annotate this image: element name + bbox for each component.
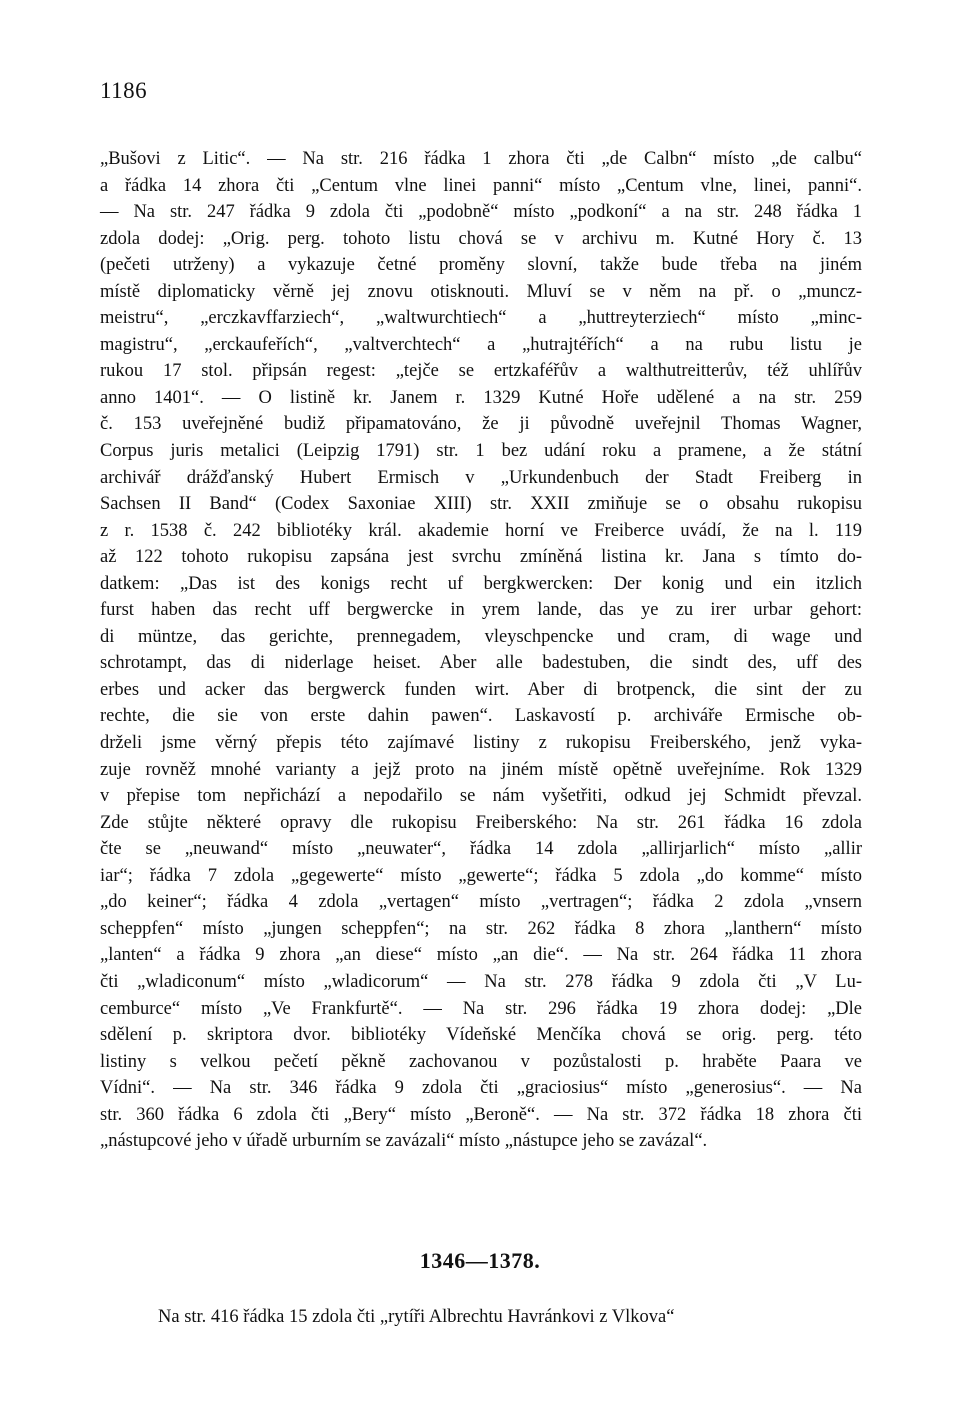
text-line: sdělení p. skriptora dvor. bibliotéky Vídeňské Menčíka chová se orig. perg. této — [100, 1025, 862, 1046]
text-line: „lanten“ a řádka 9 zhora „an diese“ místo „an die“. — Na str. 264 řádka 11 zhora — [100, 945, 862, 966]
text-line: Corpus juris metalici (Leipzig 1791) str. 1 bez udání roku a pramene, a že státní — [100, 441, 862, 462]
text-line: drželi jsme věrný přepis této zajímavé listiny z rukopisu Freiberského, jenž vyka- — [100, 733, 862, 754]
text-line: zdola dodej: „Orig. perg. tohoto listu chová se v archivu m. Kutné Hory č. 13 — [100, 228, 862, 249]
text-line: schrotampt, das di niderlage heiset. Aber alle badestuben, die sindt des, uff des — [100, 653, 862, 674]
text-line: čte se „neuwand“ místo „neuwater“, řádka 14 zdola „allirjarlich“ místo „allir — [100, 839, 862, 860]
section-heading: 1346—1378. — [419, 1248, 541, 1273]
page-number: 1186 — [100, 78, 148, 103]
text-line: rukou 17 stol. připsán regest: „tejče se ertzkaféřův a walthutreitterův, též uhlířův — [100, 361, 862, 382]
text-line: scheppfen“ místo „jungen scheppfen“; na str. 262 řádka 8 zhora „lanthern“ místo — [100, 918, 862, 939]
text-line: č. 153 uveřejněné budiž připamatováno, že ji původně uveřejnil Thomas Wagner, — [100, 414, 862, 435]
text-line: datkem: „Das ist des konigs recht uf bergkwercken: Der konig und ein itzlich — [100, 573, 862, 594]
text-line: iar“; řádka 7 zdola „gegewerte“ místo „gewerte“; řádka 5 zdola „do komme“ místo — [100, 865, 862, 886]
text-line: anno 1401“. — O listině kr. Janem r. 1329 Kutné Hoře udělené a na str. 259 — [100, 387, 862, 408]
text-line: erbes und acker das bergwerck funden wirt. Aber di brotpenck, die sint der zu — [100, 679, 862, 700]
text-line: z r. 1538 č. 242 bibliotéky král. akademie horní ve Freiberce uvádí, že na l. 119 — [100, 520, 862, 541]
text-line: místě diplomaticky věrně jej znovu otisknouti. Mluví se v něm na př. o „muncz- — [100, 281, 862, 302]
text-line: — Na str. 247 řádka 9 zdola čti „podobně“ místo „podkoní“ a na str. 248 řádka 1 — [100, 202, 862, 223]
text-line: a řádka 14 zhora čti „Centum vlne linei panni“ místo „Centum vlne, linei, panni“. — [100, 175, 862, 196]
text-line: listiny s velkou pečetí pěkně zachovanou v pozůstalosti p. hraběte Paara ve — [100, 1051, 862, 1072]
body-text — [100, 146, 862, 1155]
text-line: Vídni“. — Na str. 346 řádka 9 zdola čti „graciosius“ místo „generosius“. — Na — [100, 1078, 862, 1099]
text-line: magistru“, „erckaufeřích“, „valtverchtech“ a „hutrajtéřích“ a na rubu listu je — [100, 334, 862, 355]
text-line: (pečeti utrženy) a vykazuje četné proměny slovní, takže bude třeba na jiném — [100, 255, 862, 276]
text-line: „nástupcové jeho v úřadě urburním se zavázali“ místo „nástupce jeho se zavázal“. — [100, 1131, 708, 1152]
text-line: di müntze, das gerichte, prennegadem, vleyschpencke und cram, di wage und — [100, 626, 862, 647]
text-line: archivář drážďanský Hubert Ermisch v „Urkundenbuch der Stadt Freiberg in — [100, 467, 862, 488]
text-line: meistru“, „erczkavffarziech“, „waltwurchtiech“ a „huttreyterziech“ místo „minc- — [100, 308, 862, 329]
footnote: Na str. 416 řádka 15 zdola čti „rytíři Albrechtu Havránkovi z Vlkova“ — [158, 1307, 675, 1327]
text-line: zuje rovněž mnohé varianty a jejž proto na jiném místě opětně uveřejníme. Rok 1329 — [100, 759, 862, 780]
text-line: str. 360 řádka 6 zdola čti „Bery“ místo „Beroně“. — Na str. 372 řádka 18 zhora čti — [100, 1104, 862, 1125]
text-line: Zde stůjte některé opravy dle rukopisu Freiberského: Na str. 261 řádka 16 zdola — [100, 812, 862, 833]
text-line: Sachsen II Band“ (Codex Saxoniae XIII) str. XXII zmiňuje se o obsahu rukopisu — [100, 494, 862, 515]
text-line: čti „wladiconum“ místo „wladicorum“ — Na str. 278 řádka 9 zdola čti „V Lu- — [100, 971, 862, 992]
text-line: „Bušovi z Litic“. — Na str. 216 řádka 1 zhora čti „de Calbn“ místo „de calbu“ — [100, 149, 862, 169]
text-line: až 122 tohoto rukopisu zapsána jest svrchu zmíněná listina kr. Jana s tímto do- — [100, 547, 862, 568]
text-line: furst haben das recht uff bergwercke in yrem lande, das ye zu irer urbar gehort: — [100, 600, 862, 621]
text-line: rechte, die sie von erste dahin pawen“. Laskavostí p. archiváře Ermische ob- — [100, 706, 862, 727]
text-line: v přepise tom nepřichází a nepodařilo se nám vyšetřiti, odkud jej Schmidt převzal. — [100, 786, 862, 807]
text-line: cemburce“ místo „Ve Frankfurtě“. — Na str. 296 řádka 19 zhora dodej: „Dle — [100, 998, 862, 1019]
text-line: „do keiner“; řádka 4 zdola „vertagen“ místo „vertragen“; řádka 2 zdola „vnsern — [100, 892, 862, 913]
